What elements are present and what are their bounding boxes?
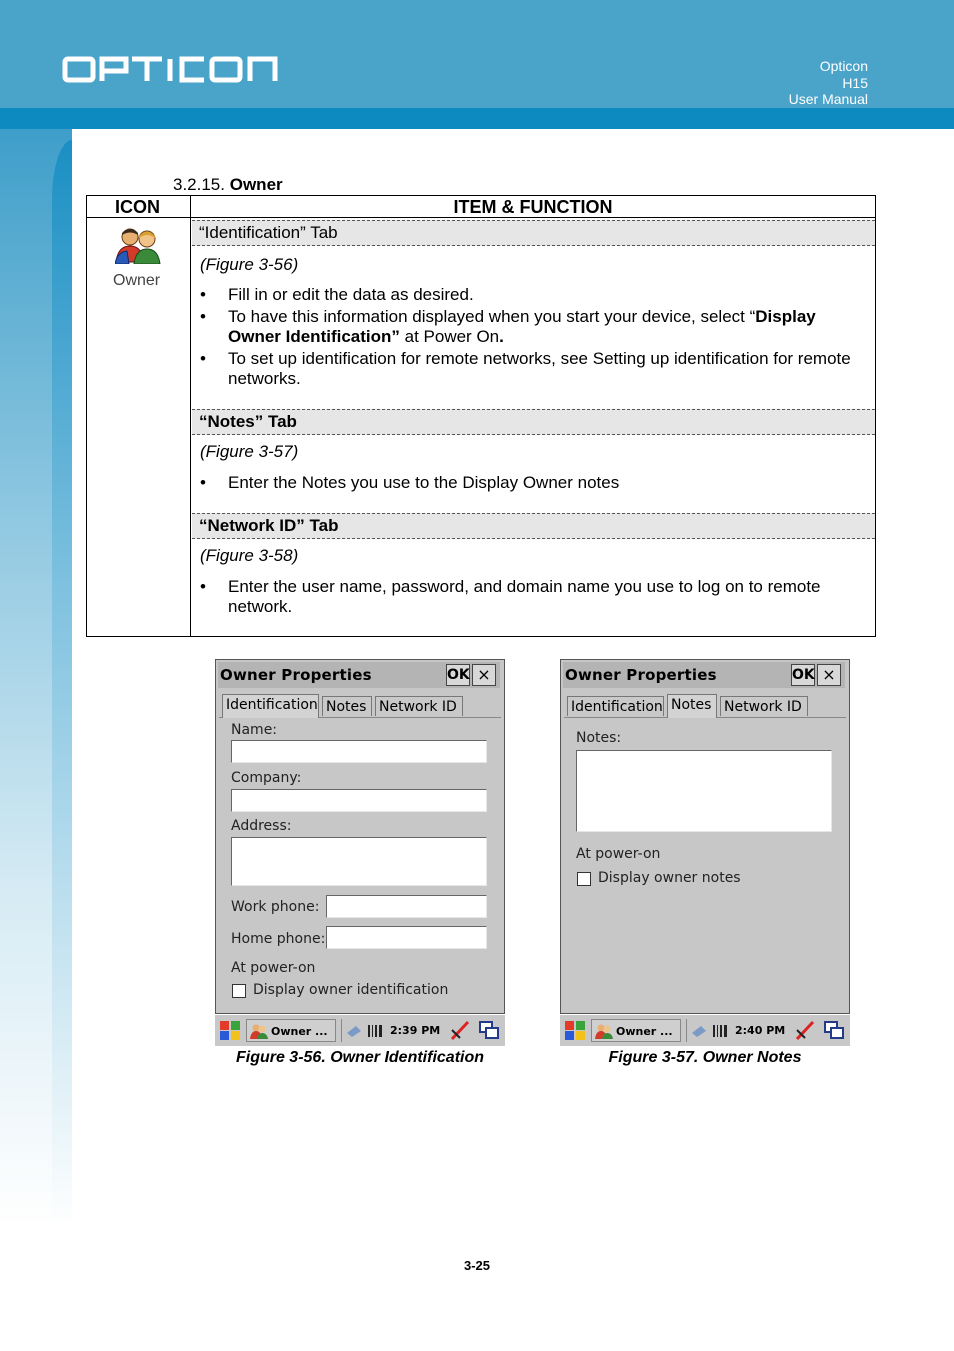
taskbar-owner-button[interactable] (246, 1019, 336, 1042)
work-phone-label: Work phone: (231, 899, 320, 915)
column-header-icon: ICON (115, 197, 160, 217)
tab-notes[interactable]: Notes (322, 696, 372, 716)
bullet-network-id: • Enter the user name, password, and domain name you use to log on to remote network. (200, 577, 821, 616)
figure-ref-58: (Figure 3-58) (200, 546, 299, 565)
identification-tab-title: “Identification” Tab (199, 223, 338, 242)
section-title: Owner (229, 175, 283, 194)
tab-identification[interactable]: Identification (222, 694, 319, 718)
dialog-title: Owner Properties (220, 666, 372, 684)
notes-tab-title: “Notes” Tab (199, 412, 297, 431)
header-line-brand: Opticon (819, 58, 868, 74)
taskbar (215, 1014, 505, 1046)
name-field[interactable] (231, 740, 487, 763)
figure-ref-57: (Figure 3-57) (200, 442, 299, 461)
windows-icon[interactable] (478, 1020, 500, 1041)
screenshot-identification (215, 659, 505, 1045)
owner-icon-label: Owner (113, 272, 161, 289)
network-id-tab-title: “Network ID” Tab (199, 516, 339, 535)
taskbar (560, 1014, 850, 1046)
bullet-fill-in: • Fill in or edit the data as desired. (200, 285, 474, 304)
bullet-remote-networks: • To set up identification for remote networks, see Setting up identification for remote networks. (200, 349, 851, 388)
dialog-title: Owner Properties (565, 666, 717, 684)
taskbar-owner-button[interactable] (591, 1019, 681, 1042)
pen-icon[interactable] (450, 1020, 472, 1041)
taskbar-tray (341, 1019, 496, 1042)
company-field[interactable] (231, 789, 487, 812)
section-heading (173, 175, 283, 195)
column-divider (190, 196, 191, 636)
display-owner-notes-label: Display owner notes (598, 870, 741, 886)
identification-tab-row (192, 220, 875, 246)
side-curve-band (52, 140, 72, 1230)
bullet-display-owner: • To have this information displayed when you start your device, select “Display Owner Identification” at Power On. (200, 307, 816, 346)
company-label: Company: (231, 770, 302, 786)
taskbar-time: 2:40 PM (735, 1024, 786, 1037)
ok-button[interactable]: OK (446, 664, 470, 686)
screenshot-notes (560, 659, 850, 1045)
header-info (789, 58, 868, 108)
caption-figure-56: Figure 3-56. Owner Identification (235, 1049, 485, 1066)
page-number: 3-25 (463, 1258, 491, 1273)
tray-icons (346, 1023, 386, 1039)
header-strip (0, 108, 954, 129)
taskbar-owner-label: Owner ... (271, 1025, 328, 1038)
bullet-notes: • Enter the Notes you use to the Display Owner notes (200, 473, 620, 492)
notes-tab-row (192, 409, 875, 435)
display-owner-notes-checkbox[interactable] (577, 872, 591, 886)
display-owner-id-checkbox[interactable] (232, 984, 246, 998)
taskbar-time: 2:39 PM (390, 1024, 441, 1037)
power-on-label: At power-on (231, 960, 316, 976)
section-number: 3.2.15. (173, 175, 225, 194)
tab-network-id[interactable]: Network ID (720, 696, 808, 716)
owner-icon (115, 226, 161, 264)
taskbar-tray (686, 1019, 841, 1042)
windows-icon[interactable] (823, 1020, 845, 1041)
header-line-model: H15 (842, 74, 868, 91)
ok-button[interactable]: OK (791, 664, 815, 686)
owner-function-table (86, 195, 876, 637)
tab-network-id[interactable]: Network ID (375, 696, 463, 716)
taskbar-owner-label: Owner ... (616, 1025, 673, 1038)
pen-icon[interactable] (795, 1020, 817, 1041)
notes-field[interactable] (576, 750, 832, 832)
start-icon[interactable] (564, 1020, 586, 1041)
home-phone-label: Home phone: (231, 931, 326, 947)
header-line-doc: User Manual (788, 91, 868, 107)
address-label: Address: (231, 818, 292, 834)
start-icon[interactable] (219, 1020, 241, 1041)
display-owner-id-label: Display owner identification (253, 982, 449, 998)
work-phone-field[interactable] (326, 895, 487, 918)
column-header-item: ITEM & FUNCTION (453, 197, 613, 217)
network-id-tab-row (192, 513, 875, 539)
tab-identification[interactable]: Identification (567, 696, 664, 716)
power-on-label: At power-on (576, 846, 661, 862)
address-field[interactable] (231, 837, 487, 886)
owner-small-icon (595, 1023, 613, 1039)
dialog-titlebar (563, 662, 845, 688)
close-button[interactable]: × (472, 664, 496, 686)
tray-icons (691, 1023, 731, 1039)
home-phone-field[interactable] (326, 926, 487, 949)
notes-label: Notes: (576, 730, 622, 746)
dialog-titlebar (218, 662, 500, 688)
caption-figure-57: Figure 3-57. Owner Notes (608, 1049, 802, 1066)
owner-small-icon (250, 1023, 268, 1039)
figure-ref-56: (Figure 3-56) (200, 255, 299, 274)
opticon-logo (62, 56, 298, 84)
close-button[interactable]: × (817, 664, 841, 686)
name-label: Name: (231, 722, 278, 738)
tab-notes[interactable]: Notes (667, 694, 717, 718)
